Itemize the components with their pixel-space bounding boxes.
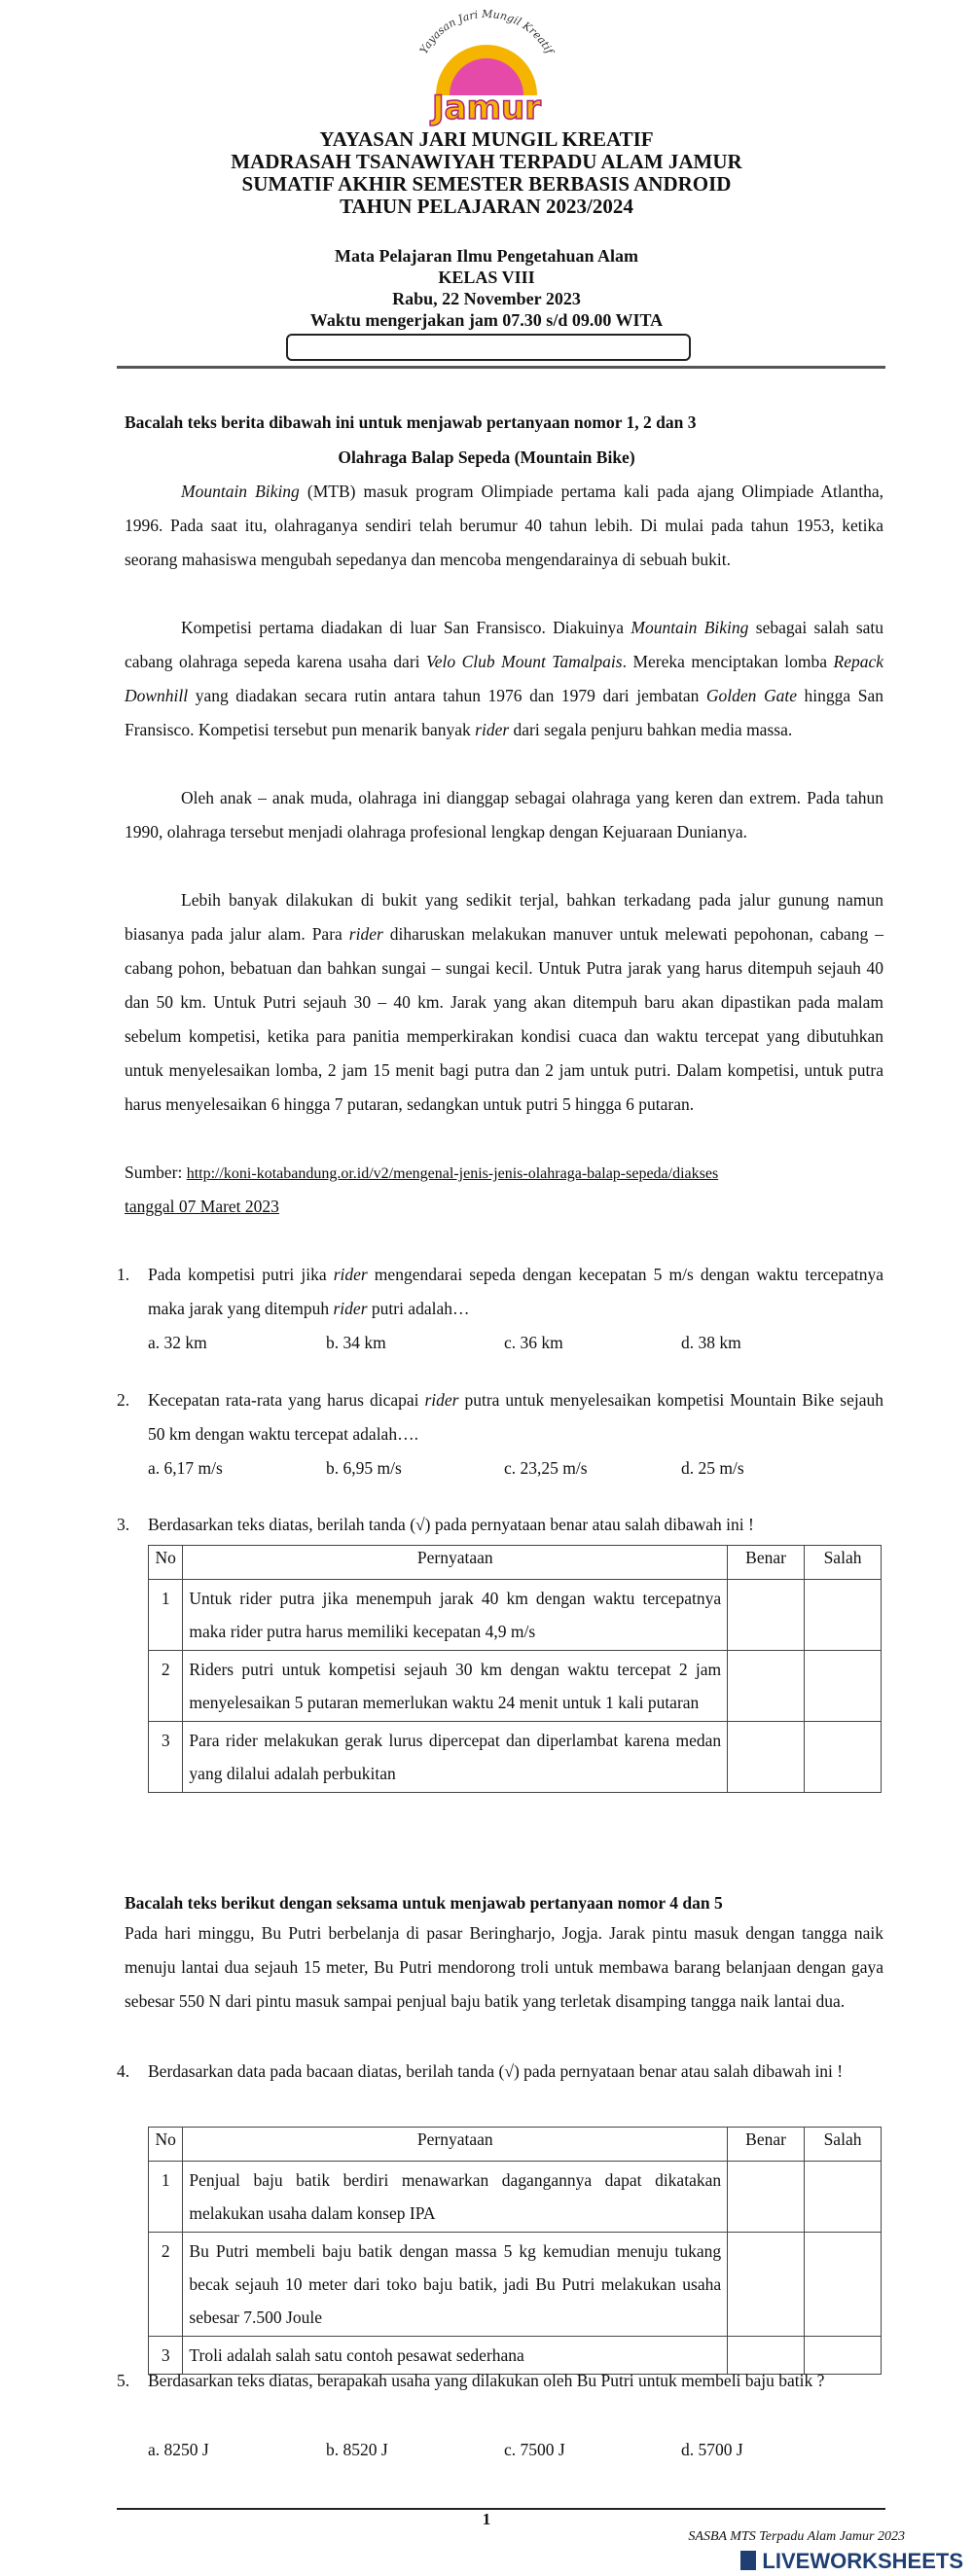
true-checkbox[interactable]	[728, 2162, 805, 2233]
row-number: 1	[149, 1580, 183, 1651]
table-row	[149, 2233, 882, 2337]
row-number: 3	[149, 2337, 183, 2375]
q4-text: Berdasarkan data pada bacaan diatas, berilah tanda (√) pada pernyataan benar atau salah dibawah ini !	[148, 2061, 844, 2081]
article-title: Olahraga Balap Sepeda (Mountain Bike)	[338, 447, 635, 467]
page-number: 1	[482, 2510, 491, 2528]
article-paragraph-1: Mountain Biking (MTB) masuk program Olimpiade pertama kali pada ajang Olimpiade Atlantha, 1996. Pada saat itu, olahraganya sendiri telah berumur 40 tahun lebih. Di mulai pada tahun 1953, ketika seorang mahasiswa mengubah sepedanya dan mencoba mengendarainya di sebuah bukit.	[125, 482, 883, 569]
brand-label: LIVEWORKSHEETS	[762, 2549, 963, 2573]
row-statement: Penjual baju batik berdiri menawarkan dagangannya dapat dikatakan melakukan usaha dalam konsep IPA	[183, 2162, 728, 2233]
table-row	[149, 2162, 882, 2233]
col-true: Benar	[728, 2128, 805, 2162]
col-statement: Pernyataan	[183, 2128, 728, 2162]
q1-option-b[interactable]: b. 34 km	[326, 1333, 386, 1352]
article-paragraph-4: Lebih banyak dilakukan di bukit yang sedikit terjal, bahkan terkadang pada jalur gunung namun biasanya pada jalur alam. Para rider diharuskan melakukan manuver untuk melewati pepohonan, cabang – cabang pohon, bebatuan dan bahkan sungai – sungai kecil. Untuk Putra jarak yang harus ditempuh sejauh 40 dan 50 km. Untuk Putri sejauh 30 – 40 km. Jarak yang akan ditempuh baru akan dipastikan pada malam sebelum kompetisi, ketika para panitia memperkirakan kondisi cuaca dan waktu tercepat yang dibutuhkan untuk menyelesaikan lomba, 2 jam 15 menit bagi putra dan 2 jam untuk putri. Dalam kompetisi, untuk putra harus menyelesaikan 6 hingga 7 putaran, sedangkan untuk putri 5 hingga 6 putaran.	[125, 890, 884, 1114]
row-statement: Para rider melakukan gerak lurus dipercepat dan diperlambat karena medan yang dilalui adalah perbukitan	[183, 1722, 728, 1793]
q5-option-a[interactable]: a. 8250 J	[148, 2440, 209, 2459]
row-statement: Bu Putri membeli baju batik dengan massa 5 kg kemudian menuju tukang becak sejauh 10 meter dari toko baju batik, jadi Bu Putri melakukan usaha sebesar 7.500 Joule	[183, 2233, 728, 2337]
q2-option-a[interactable]: a. 6,17 m/s	[148, 1458, 223, 1478]
q3-table	[148, 1545, 882, 1793]
q1-text: Pada kompetisi putri jika rider mengendarai sepeda dengan kecepatan 5 m/s dengan waktu tercepatnya maka jarak yang ditempuh rider putri adalah…	[148, 1265, 883, 1318]
q3-text: Berdasarkan teks diatas, berilah tanda (√) pada pernyataan benar atau salah dibawah ini !	[148, 1515, 754, 1534]
subject-line: Mata Pelajaran Ilmu Pengetahuan Alam	[335, 246, 638, 266]
false-checkbox[interactable]	[805, 2162, 882, 2233]
q5-number: 5.	[117, 2371, 130, 2390]
footer-text: SASBA MTS Terpadu Alam Jamur 2023	[688, 2529, 905, 2544]
date-line: Rabu, 22 November 2023	[392, 289, 581, 308]
q5-option-d[interactable]: d. 5700 J	[681, 2440, 743, 2459]
q4-table-header	[149, 2128, 882, 2162]
duration-line: Waktu mengerjakan jam 07.30 s/d 09.00 WITA	[309, 310, 664, 330]
q2-text: Kecepatan rata-rata yang harus dicapai rider putra untuk menyelesaikan kompetisi Mountain Bike sejauh 50 km dengan waktu tercepat adalah….	[148, 1390, 884, 1444]
col-no: No	[149, 2128, 183, 2162]
q4-table	[148, 2127, 882, 2375]
q2-option-b[interactable]: b. 6,95 m/s	[326, 1458, 402, 1478]
liveworksheets-brand[interactable]	[671, 2549, 963, 2574]
q3-table-header	[149, 1546, 882, 1580]
col-false: Salah	[805, 1546, 882, 1580]
false-checkbox[interactable]	[805, 1651, 882, 1722]
answer-name-box[interactable]	[286, 334, 691, 361]
section2-instruction: Bacalah teks berikut dengan seksama untuk menjawab pertanyaan nomor 4 dan 5	[125, 1893, 723, 1913]
table-row	[149, 1580, 882, 1651]
row-statement: Untuk rider putra jika menempuh jarak 40 km dengan waktu tercepatnya maka rider putra harus memiliki kecepatan 4,9 m/s	[183, 1580, 728, 1651]
q2-option-c[interactable]: c. 23,25 m/s	[504, 1458, 588, 1478]
row-statement: Riders putri untuk kompetisi sejauh 30 km dengan waktu tercepat 2 jam menyelesaikan 5 putaran memerlukan waktu 24 menit untuk 1 kali putaran	[183, 1651, 728, 1722]
q1-option-a[interactable]: a. 32 km	[148, 1333, 207, 1352]
col-no: No	[149, 1546, 183, 1580]
header-school: MADRASAH TSANAWIYAH TERPADU ALAM JAMUR	[231, 150, 742, 173]
article-paragraph-2: Kompetisi pertama diadakan di luar San Fransisco. Diakuinya Mountain Biking sebagai salah satu cabang olahraga sepeda karena usaha dari Velo Club Mount Tamalpais. Mereka menciptakan lomba Repack Downhill yang diadakan secara rutin antara tahun 1976 dan 1979 dari jembatan Golden Gate hingga San Fransisco. Kompetisi tersebut pun menarik banyak rider dari segala penjuru bahkan media massa.	[125, 618, 884, 739]
source-line: Sumber: http://koni-kotabandung.or.id/v2/mengenal-jenis-jenis-olahraga-balap-sepeda/diakses	[125, 1163, 719, 1182]
article-paragraph-3: Oleh anak – anak muda, olahraga ini dianggap sebagai olahraga yang keren dan extrem. Pada tahun 1990, olahraga tersebut menjadi olahraga profesional lengkap dengan Kejuaraan Dunianya.	[125, 788, 883, 841]
grade-line: KELAS VIII	[438, 268, 535, 287]
jamur-logo	[379, 10, 594, 126]
row-number: 2	[149, 1651, 183, 1722]
section1-instruction: Bacalah teks berita dibawah ini untuk menjawab pertanyaan nomor 1, 2 dan 3	[125, 412, 697, 432]
q1-option-d[interactable]: d. 38 km	[681, 1333, 741, 1352]
false-checkbox[interactable]	[805, 1580, 882, 1651]
header-exam: SUMATIF AKHIR SEMESTER BERBASIS ANDROID	[241, 172, 732, 196]
source-date: tanggal 07 Maret 2023	[125, 1197, 279, 1216]
header-divider	[117, 366, 885, 369]
row-number: 3	[149, 1722, 183, 1793]
q5-option-b[interactable]: b. 8520 J	[326, 2440, 388, 2459]
q2-number: 2.	[117, 1390, 130, 1410]
false-checkbox[interactable]	[805, 2233, 882, 2337]
row-number: 1	[149, 2162, 183, 2233]
liveworksheets-icon	[740, 2551, 756, 2570]
logo-arc-text: Yayasan Jari Mungil Kreatif	[416, 10, 557, 56]
q1-number: 1.	[117, 1265, 130, 1284]
table-row	[149, 1722, 882, 1793]
logo-word: Jamur	[432, 89, 541, 126]
true-checkbox[interactable]	[728, 2233, 805, 2337]
source-link[interactable]: http://koni-kotabandung.or.id/v2/mengenal-jenis-jenis-olahraga-balap-sepeda/diakses	[186, 1165, 719, 1182]
section2-paragraph: Pada hari minggu, Bu Putri berbelanja di pasar Beringharjo, Jogja. Jarak pintu masuk dengan tangga naik menuju lantai dua sejauh 15 meter, Bu Putri mendorong troli untuk membawa barang belanjaan dengan gaya sebesar 550 N dari pintu masuk sampai penjual baju batik yang terletak disamping tangga naik lantai dua.	[125, 1923, 883, 2011]
q5-text: Berdasarkan teks diatas, berapakah usaha yang dilakukan oleh Bu Putri untuk membeli baju batik ?	[148, 2371, 825, 2390]
q5-option-c[interactable]: c. 7500 J	[504, 2440, 565, 2459]
true-checkbox[interactable]	[728, 1580, 805, 1651]
q4-number: 4.	[117, 2061, 130, 2081]
table-row	[149, 1651, 882, 1722]
col-true: Benar	[728, 1546, 805, 1580]
row-number: 2	[149, 2233, 183, 2337]
header-foundation: YAYASAN JARI MUNGIL KREATIF	[319, 127, 654, 151]
true-checkbox[interactable]	[728, 1651, 805, 1722]
true-checkbox[interactable]	[728, 1722, 805, 1793]
col-statement: Pernyataan	[183, 1546, 728, 1580]
col-false: Salah	[805, 2128, 882, 2162]
q1-option-c[interactable]: c. 36 km	[504, 1333, 563, 1352]
row-statement: Troli adalah salah satu contoh pesawat sederhana	[183, 2337, 728, 2375]
header-year: TAHUN PELAJARAN 2023/2024	[340, 195, 633, 218]
false-checkbox[interactable]	[805, 1722, 882, 1793]
q2-option-d[interactable]: d. 25 m/s	[681, 1458, 744, 1478]
q3-number: 3.	[117, 1515, 130, 1534]
